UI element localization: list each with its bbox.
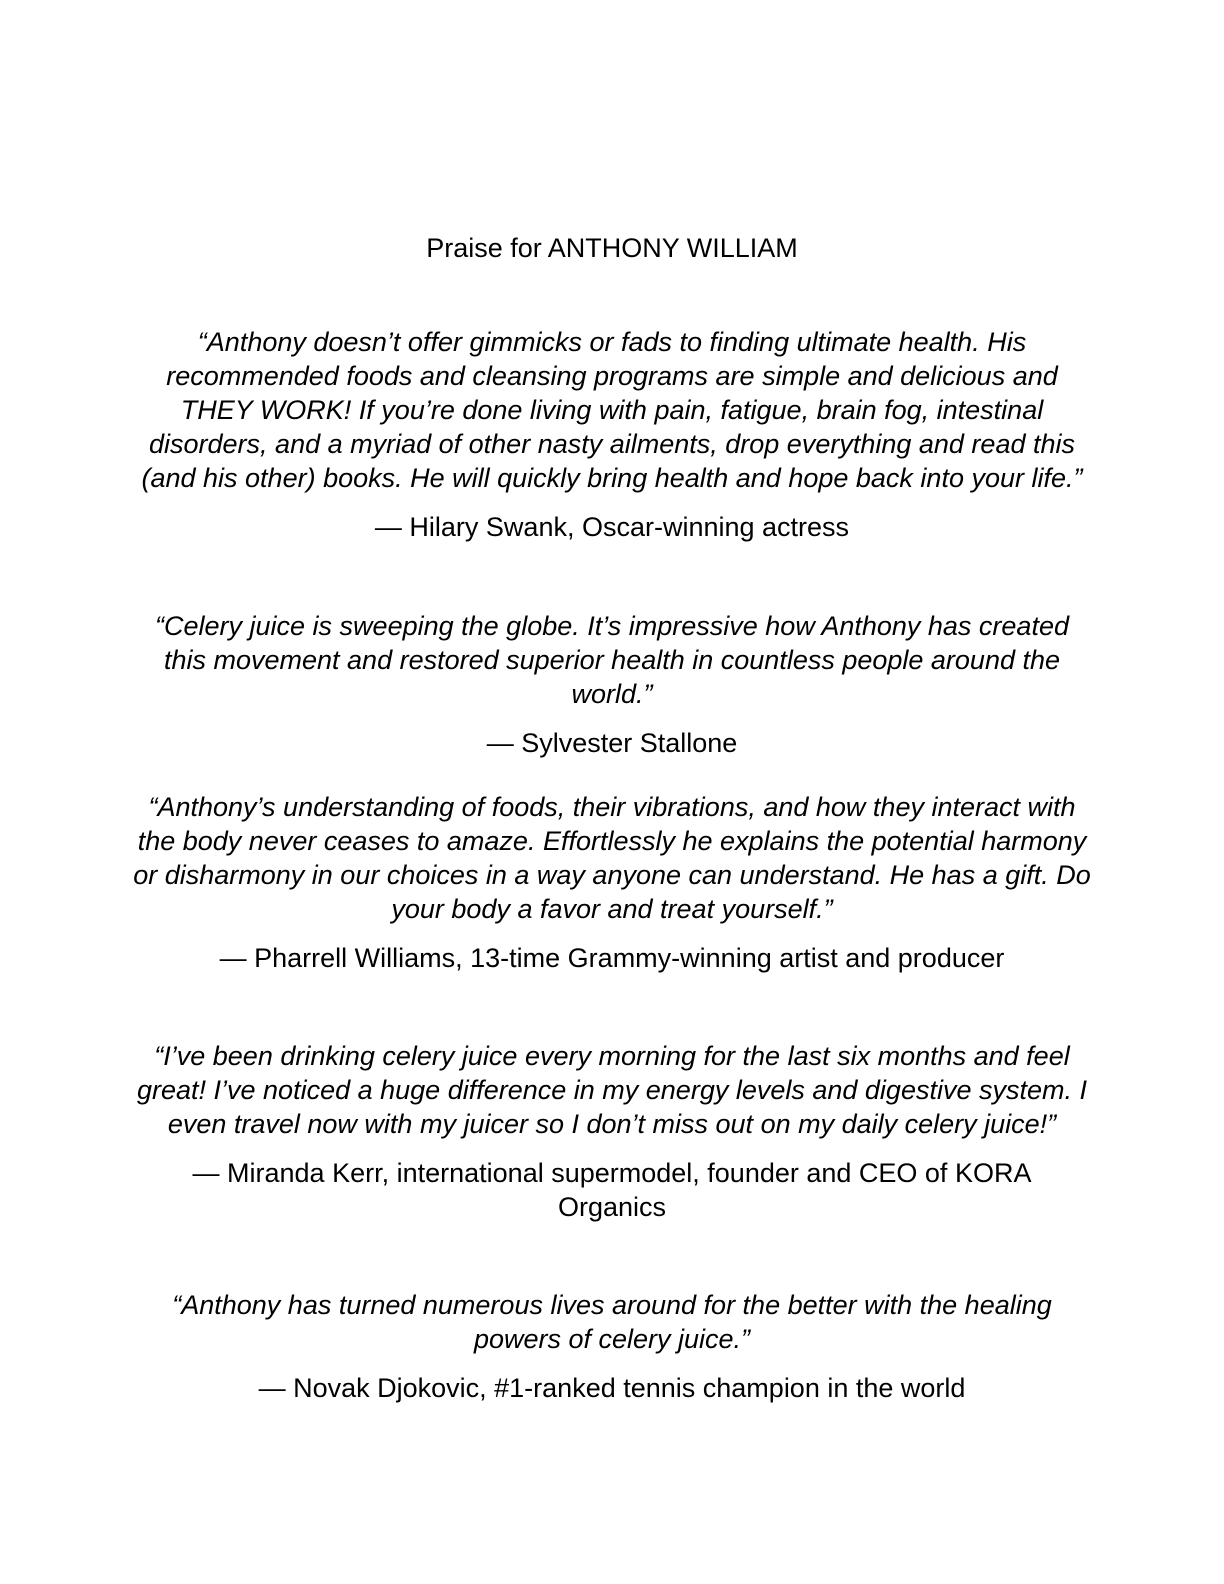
- testimonial-attribution: — Miranda Kerr, international supermodel, founder and CEO of KORA Organics: [192, 1158, 1032, 1222]
- testimonial-quote: “Anthony doesn’t offer gimmicks or fads to finding ultimate health. His recommended foods and cleansing programs are simple and delicious and THEY WORK! If you’re done living with pain, fatigue, brain fog, intestinal disorders, and a myriad of other nasty ailments, drop everything and read this (and his other) books. He will quickly bring health and hope back into your life.”: [141, 327, 1083, 493]
- testimonial-attribution: — Novak Djokovic, #1-ranked tennis champion in the world: [258, 1373, 966, 1403]
- testimonial-quote: “Anthony has turned numerous lives around for the better with the healing powers of celery juice.”: [172, 1290, 1052, 1354]
- testimonial-quote: “Anthony’s understanding of foods, their vibrations, and how they interact with the body never ceases to amaze. Effortlessly he explains the potential harmony or disharmony in our choices in a way anyone can understand. He has a gift. Do your body a favor and treat yourself.”: [133, 792, 1091, 924]
- page-title: Praise for ANTHONY WILLIAM: [426, 233, 798, 263]
- testimonial-miranda-kerr: [132, 1039, 1092, 1224]
- testimonial-novak-djokovic: [132, 1288, 1092, 1405]
- testimonial-quote: “I’ve been drinking celery juice every morning for the last six months and feel great! I’ve noticed a huge difference in my energy levels and digestive system. I even travel now with my juicer so I don’t miss out on my daily celery juice!”: [136, 1041, 1087, 1139]
- testimonial-attribution: — Hilary Swank, Oscar-winning actress: [374, 512, 850, 542]
- testimonial-quote: “Celery juice is sweeping the globe. It’s impressive how Anthony has created this movement and restored superior health in countless people around the world.”: [155, 611, 1069, 709]
- testimonial-attribution: — Pharrell Williams, 13-time Grammy-winning artist and producer: [219, 943, 1005, 973]
- testimonial-pharrell-williams: [132, 790, 1092, 975]
- testimonial-hilary-swank: [132, 325, 1092, 544]
- testimonial-sylvester-stallone: [132, 609, 1092, 760]
- testimonial-attribution: — Sylvester Stallone: [486, 728, 738, 758]
